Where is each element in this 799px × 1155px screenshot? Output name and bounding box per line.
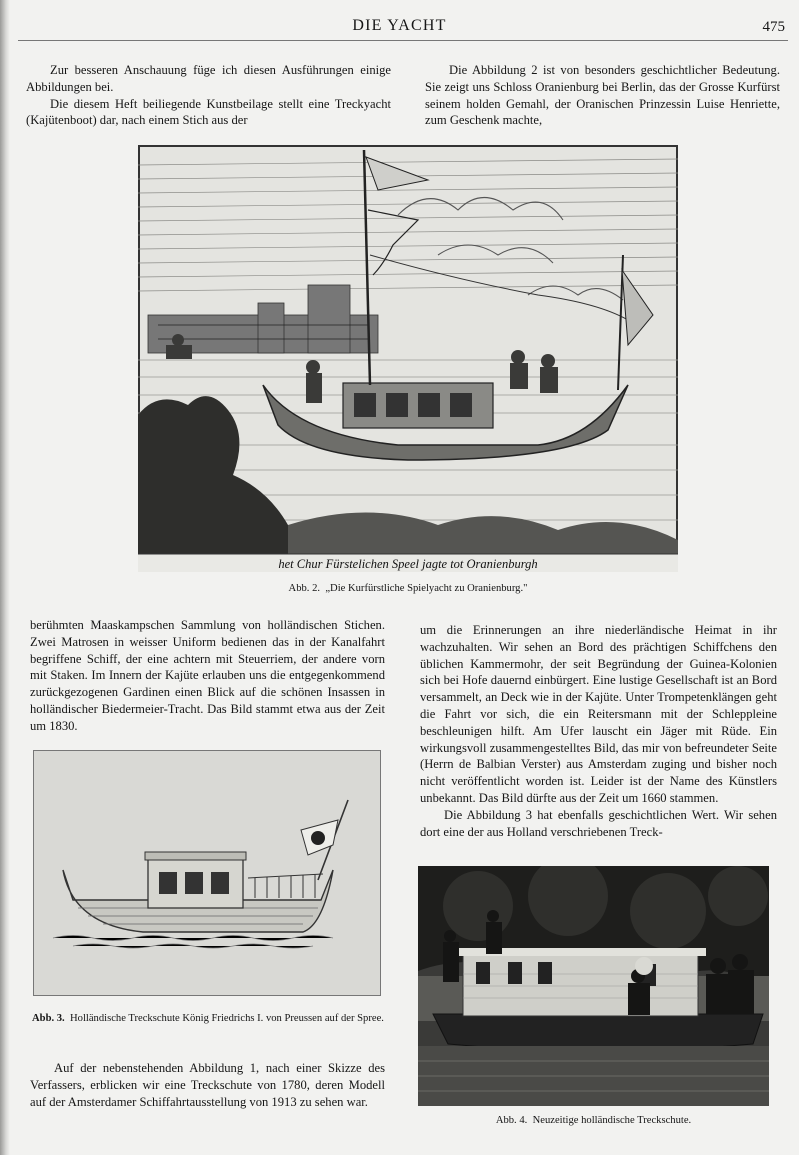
page-header — [0, 17, 799, 41]
column-1-top-text — [26, 62, 391, 129]
column-1-bottom-text — [30, 1060, 385, 1110]
engraved-inscription: het Chur Fürstelichen Speel jagte tot Oranienburgh — [278, 557, 538, 571]
figure-4-photograph — [418, 866, 769, 1106]
caption-label: Abb. 3. — [32, 1013, 65, 1024]
caption-label: Abb. 2. — [288, 583, 321, 594]
figure-2-caption — [138, 582, 678, 595]
paragraph: Die Abbildung 3 hat ebenfalls geschichtlichen Wert. Wir sehen dort eine der aus Holland verschriebenen Treck- — [420, 807, 777, 839]
paragraph: Die Abbildung 2 ist von besonders geschichtlicher Bedeutung. Sie zeigt uns Schloss Oranienburg bei Berlin, das der Grosse Kurfürst seinem holden Gemahl, der Oranischen Prinzessin Luise Henriette, zum Geschenk machte, — [425, 63, 780, 128]
column-1-middle-text — [30, 617, 385, 735]
paragraph: Die diesem Heft beiliegende Kunstbeilage stellt eine Treckyacht (Kajütenboot) dar, nach einem Stich aus der — [26, 96, 391, 128]
column-2-middle-text — [420, 622, 777, 840]
paragraph: Auf der nebenstehenden Abbildung 1, nach einer Skizze des Verfassers, erblicken wir eine Treckschute von 1780, deren Modell auf der Amsterdamer Schiffahrtausstellung von 1913 zu sehen war. — [30, 1061, 385, 1109]
figure-2-engraving — [138, 145, 678, 572]
figure-4-caption — [418, 1114, 769, 1127]
figure-3-sketch — [33, 750, 381, 996]
header-rule — [18, 40, 788, 41]
paragraph: Zur besseren Anschauung füge ich diesen Ausführungen einige Abbildungen bei. — [26, 63, 391, 94]
page-edge-shadow — [0, 0, 10, 1155]
running-title: DIE YACHT — [352, 17, 447, 34]
column-2-top-text — [425, 62, 780, 129]
page-number: 475 — [762, 19, 785, 35]
paragraph: um die Erinnerungen an ihre niederländische Heimat in ihr wachzuhalten. Wir sehen an Bord des prächtigen Schiffchens den üblichen Kammermohr, der seit Begründung der Guinea-Kolonien sich bei Hofe dauernd einbürgert. Eine lustige Gesellschaft ist an Bord versammelt, an Deck wie in der Kajüte. Unter Trompetenklängen geht die Fahrt vor sich, die ein Reitersmann mit der Schleppleine beschleunigen hilft. Am Ufer lauscht ein Jäger mit Rüde. Ein wirkungsvoll zusammengestelltes Bild, das mir von befreundeter Seite (Herrn de Balbian Verster) aus Amsterdam zuging und bisher noch nicht veröffentlicht worden ist. Leider ist der Name des Künstlers unbekannt. Das Bild dürfte aus der Zeit um 1660 stammen. — [420, 623, 777, 805]
caption-label: Abb. 4. — [495, 1115, 528, 1126]
caption-text: „Die Kurfürstliche Spielyacht zu Oranienburg." — [325, 583, 528, 594]
figure-3-caption — [28, 1012, 388, 1025]
caption-text: Neuzeitige holländische Treckschute. — [532, 1115, 692, 1126]
paragraph: berühmten Maaskampschen Sammlung von holländischen Stichen. Zwei Matrosen in weisser Uniform bedienen das in der Kanalfahrt begriffene Schiff, der eine achtern mit Steuerriem, der andere vorn mit Staken. Im Innern der Kajüte erlauben uns die entgegenkommend zurückgezogenen Gardinen einen Blick auf die schönen Insassen in holländischer Biedermeier-Tracht. Das Bild stammt etwa aus der Zeit um 1830. — [30, 618, 385, 733]
caption-text: Holländische Treckschute König Friedrichs I. von Preussen auf der Spree. — [70, 1013, 384, 1024]
